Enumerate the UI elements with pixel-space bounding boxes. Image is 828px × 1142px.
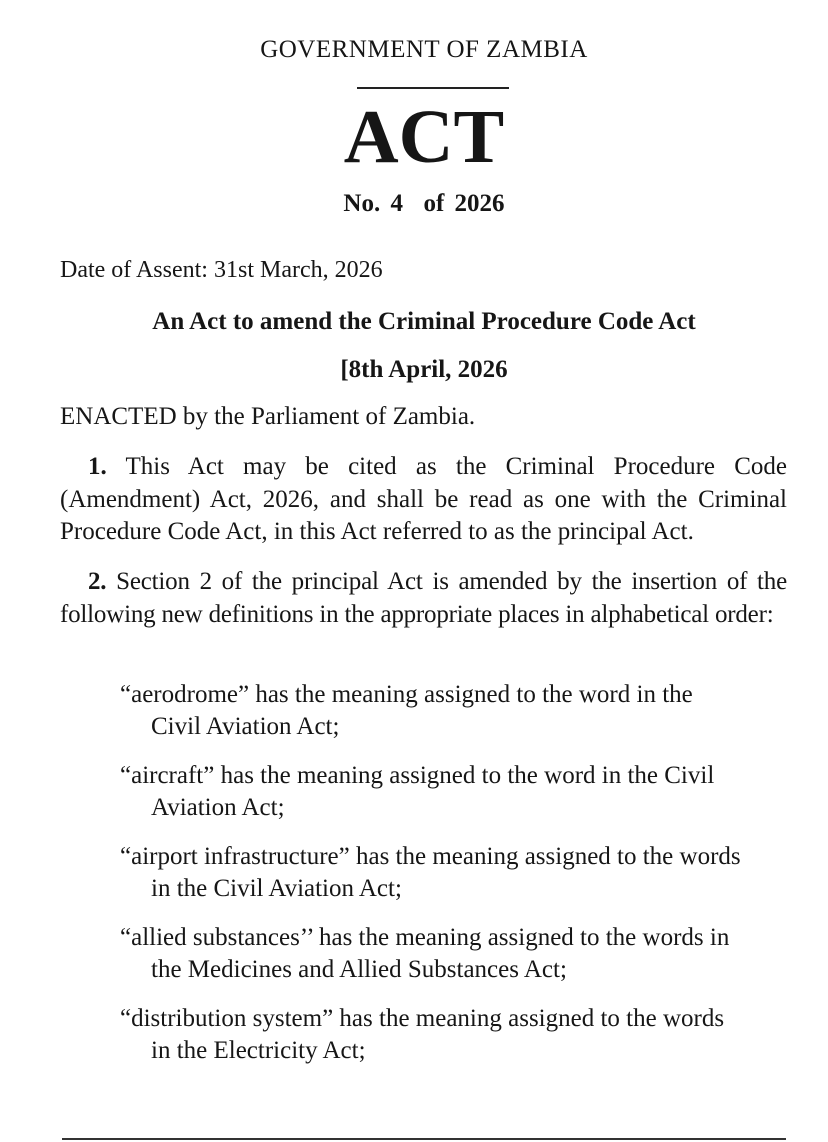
act-number: No. 4 of 2026 (343, 190, 505, 217)
long-title: An Act to amend the Criminal Procedure Code Act (152, 308, 696, 335)
section-text: This Act may be cited as the Criminal Procedure Code (Amendment) Act, 2026, and shall be read as one with the Criminal Procedure Code Act, in this Act referred to as the principal Act. (60, 453, 787, 545)
government-heading: GOVERNMENT OF ZAMBIA (260, 36, 588, 63)
definition-continuation: in the Electricity Act; (151, 1037, 366, 1064)
definition-first-line: “aerodrome” has the meaning assigned to the word in the (120, 681, 693, 708)
definition-first-line: “airport infrastructure” has the meaning assigned to the words (120, 843, 741, 870)
commencement-date: [8th April, 2026 (340, 356, 508, 383)
section-number: 1. (88, 453, 107, 480)
section-text: Section 2 of the principal Act is amended by the insertion of the following new definitions in the appropriate places in alphabetical order: (60, 568, 787, 628)
page-footer-rule (62, 1138, 786, 1140)
definition-aerodrome (120, 679, 787, 743)
section-number: 2. (88, 568, 107, 595)
act-title: ACT (343, 95, 505, 179)
section-2 (60, 566, 787, 631)
definition-continuation: Aviation Act; (151, 794, 285, 821)
definition-aircraft (120, 760, 787, 824)
definition-continuation: Civil Aviation Act; (151, 713, 340, 740)
definition-first-line: “distribution system” has the meaning assigned to the words (120, 1005, 725, 1032)
heading-divider (357, 87, 509, 89)
enacting-formula: ENACTED by the Parliament of Zambia. (60, 403, 476, 430)
definition-first-line: “allied substances’’ has the meaning assigned to the words in (120, 924, 730, 951)
definition-allied-substances (120, 922, 787, 986)
definition-first-line: “aircraft” has the meaning assigned to the word in the Civil (120, 762, 715, 789)
definition-continuation: in the Civil Aviation Act; (151, 875, 402, 902)
definition-distribution-system (120, 1003, 787, 1067)
definition-airport-infrastructure (120, 841, 787, 905)
definition-continuation: the Medicines and Allied Substances Act; (151, 956, 567, 983)
date-of-assent: Date of Assent: 31st March, 2026 (60, 257, 383, 283)
section-1 (60, 451, 787, 549)
